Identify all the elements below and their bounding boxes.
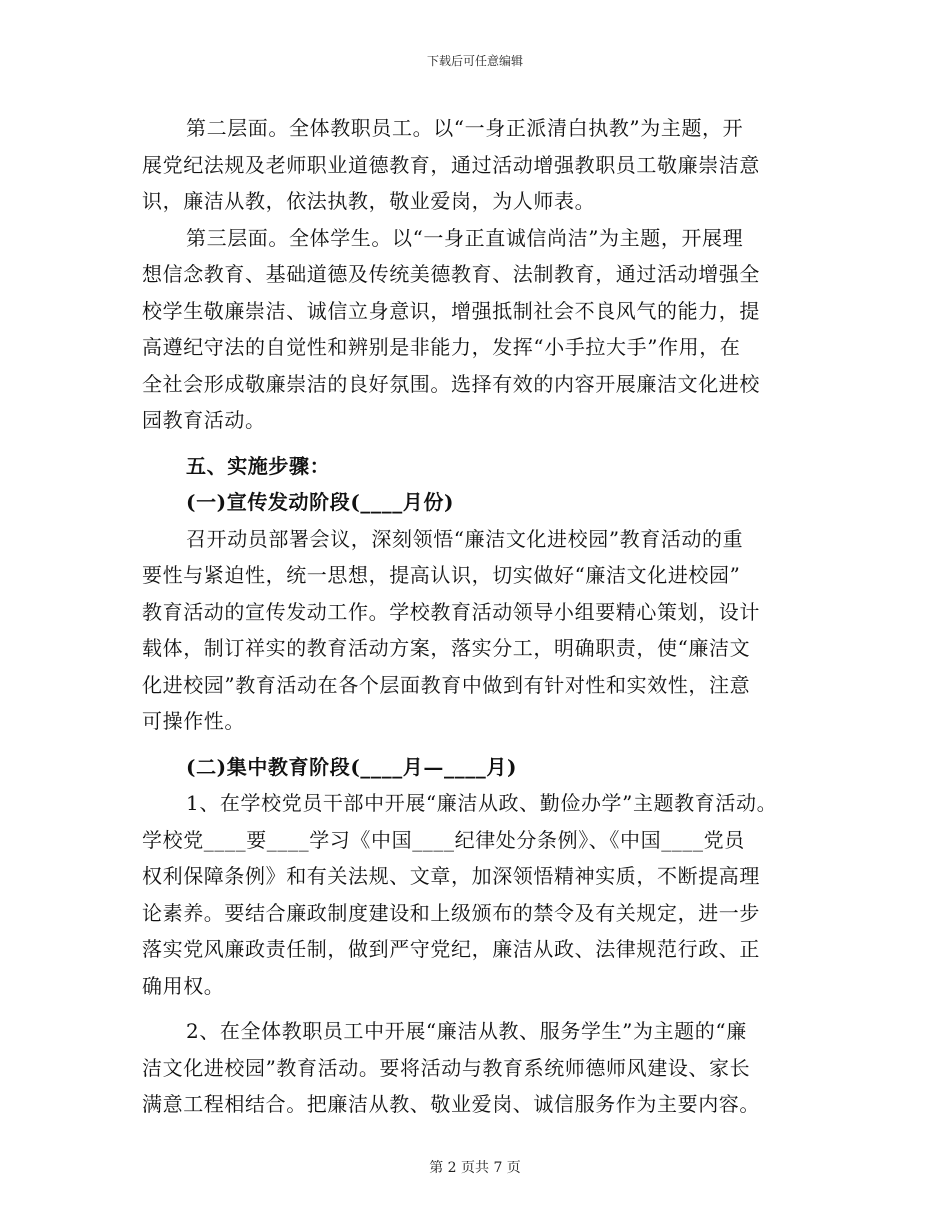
paragraph-line: 满意工程相结合。把廉洁从教、敬业爱岗、诚信服务作为主要内容。 (142, 1092, 760, 1116)
paragraph-line: 化进校园”教育活动在各个层面教育中做到有针对性和实效性，注意 (142, 672, 751, 697)
paragraph-line: 识，廉洁从教，依法执教，敬业爱岗，为人师表。 (142, 189, 596, 213)
paragraph-line: 可操作性。 (142, 709, 245, 733)
paragraph-line: 教育活动的宣传发动工作。学校教育活动领导小组要精心策划，设计 (142, 599, 760, 624)
page-header: 下载后可任意编辑 (426, 54, 523, 68)
subsection-heading: (二)集中教育阶段(____月—____月) (186, 754, 518, 779)
paragraph-line: 第二层面。全体教职员工。以“一身正派清白执教”为主题，开 (186, 116, 744, 140)
paragraph-line: 要性与紧迫性，统一思想，提高认识，切实做好“廉洁文化进校园” (142, 563, 741, 587)
paragraph-line: 第三层面。全体学生。以“一身正直诚信尚洁”为主题，开展理 (186, 225, 744, 250)
paragraph-line: 洁文化进校园”教育活动。要将活动与教育系统师德师风建设、家长 (142, 1055, 751, 1080)
paragraph-line: 想信念教育、基础道德及传统美德教育、法制教育，通过活动增强全 (142, 262, 760, 286)
paragraph-line: 学校党____要____学习《中国____纪律处分条例》、《中国____党员 (142, 827, 745, 852)
page-footer: 第 2 页共 7 页 (429, 1160, 521, 1176)
paragraph-line: 召开动员部署会议，深刻领悟“廉洁文化进校园”教育活动的重 (186, 526, 744, 551)
paragraph-line: 1、在学校党员干部中开展“廉洁从政、勤俭办学”主题教育活动。 (186, 791, 778, 815)
paragraph-line: 确用权。 (142, 973, 225, 998)
paragraph-line: 高遵纪守法的自觉性和辨别是非能力，发挥“小手拉大手”作用，在 (142, 335, 741, 359)
paragraph-line: 载体，制订祥实的教育活动方案，落实分工，明确职责，使“廉洁文 (142, 636, 751, 660)
subsection-heading: (一)宣传发动阶段(____月份) (186, 490, 455, 514)
paragraph-line: 落实党风廉政责任制，做到严守党纪，廉洁从政、法律规范行政、正 (142, 937, 760, 961)
paragraph-line: 论素养。要结合廉政制度建设和上级颁布的禁令及有关规定，进一步 (142, 900, 760, 925)
paragraph-line: 权利保障条例》和有关法规、文章，加深领悟精神实质，不断提高理 (142, 864, 760, 888)
paragraph-line: 全社会形成敬廉崇洁的良好氛围。选择有效的内容开展廉洁文化进校 (142, 371, 760, 396)
paragraph-line: 展党纪法规及老师职业道德教育，通过活动增强教职员工敬廉崇洁意 (142, 152, 760, 177)
section-heading: 五、实施步骤： (186, 453, 331, 478)
document-body (142, 110, 822, 1123)
paragraph-line: 园教育活动。 (142, 408, 266, 432)
paragraph-line: 2、在全体教职员工中开展“廉洁从教、服务学生”为主题的“廉 (186, 1019, 747, 1043)
paragraph-line: 校学生敬廉崇洁、诚信立身意识，增强抵制社会不良风气的能力，提 (142, 298, 760, 323)
